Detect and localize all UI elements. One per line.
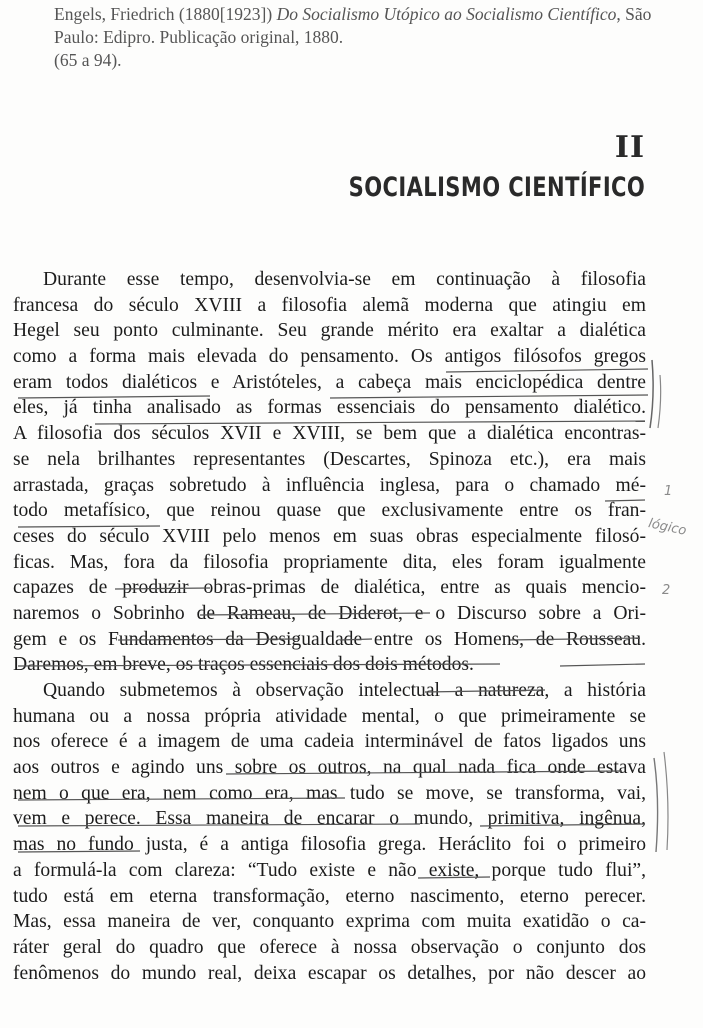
margin-bracket-mark bbox=[650, 360, 653, 428]
text-line: naremos o Sobrinho de Rameau, de Diderot, e o Discurso sobre a Ori- bbox=[13, 602, 646, 624]
text-line: nem o que era, nem como era, mas tudo se move, se transforma, vai, bbox=[13, 782, 646, 804]
text-line: ficas. Mas, fora da filosofia propriamente dita, eles foram igualmente bbox=[13, 551, 646, 573]
margin-note-2: 2 bbox=[662, 583, 671, 598]
text-line: aos outros e agindo uns sobre os outros, na qual nada fica onde estava bbox=[13, 757, 646, 779]
citation-author: Engels, Friedrich (1880[1923]) bbox=[54, 4, 273, 24]
text-line: francesa do século XVIII a filosofia alemã moderna que atingiu em bbox=[13, 294, 646, 316]
text-line: como a forma mais elevada do pensamento. Os antigos filósofos gregos bbox=[13, 346, 646, 368]
margin-bracket-mark bbox=[664, 752, 668, 850]
text-line: tudo está em eterna transformação, eterno nascimento, eterno perecer. bbox=[13, 885, 646, 907]
margin-note-logico: lógico bbox=[646, 516, 688, 539]
chapter-number: II bbox=[614, 130, 645, 165]
text-line: Mas, essa maneira de ver, conquanto exprima com muita exatidão o ca- bbox=[13, 911, 646, 933]
body-text bbox=[13, 267, 646, 986]
text-line: vem e perece. Essa maneira de encarar o mundo, primitiva, ingênua, bbox=[13, 808, 646, 830]
text-line: Hegel seu ponto culminante. Seu grande mérito era exaltar a dialética bbox=[13, 320, 646, 342]
text-line: arrastada, graças sobretudo à influência inglesa, para o chamado mé- bbox=[13, 474, 646, 496]
citation-title: Do Socialismo Utópico ao Socialismo Científico bbox=[276, 4, 617, 24]
citation-pages: (65 a 94). bbox=[54, 50, 122, 70]
text-line: Quando submetemos à observação intelectual a natureza, a história bbox=[43, 680, 646, 701]
margin-bracket-mark bbox=[654, 758, 658, 852]
text-line: capazes de produzir obras-primas de dialética, entre as quais mencio- bbox=[13, 577, 646, 599]
citation-publisher: , São Paulo: Edipro. Publicação original, 1880. bbox=[54, 4, 652, 47]
text-line: A filosofia dos séculos XVII e XVIII, se bem que a dialética encontras- bbox=[13, 423, 646, 445]
text-line: Daremos, em breve, os traços essenciais dos dois métodos. bbox=[13, 654, 474, 676]
text-line: Durante esse tempo, desenvolvia-se em continuação à filosofia bbox=[43, 269, 646, 290]
margin-note-1: 1 bbox=[664, 484, 673, 499]
text-line: humana ou a nossa própria atividade mental, o que primeiramente se bbox=[13, 705, 646, 727]
text-line: nos oferece é a imagem de uma cadeia interminável de fatos ligados uns bbox=[13, 731, 646, 753]
text-line: se nela brilhantes representantes (Descartes, Spinoza etc.), era mais bbox=[13, 448, 646, 470]
text-line: eram todos dialéticos e Aristóteles, a cabeça mais enciclopédica dentre bbox=[13, 371, 646, 393]
text-line: a formulá-la com clareza: “Tudo existe e não existe, porque tudo flui”, bbox=[13, 859, 646, 881]
text-line: todo metafísico, que reinou quase que exclusivamente entre os fran- bbox=[13, 500, 646, 522]
text-line: mas no fundo justa, é a antiga filosofia grega. Heráclito foi o primeiro bbox=[13, 834, 646, 856]
text-line: ráter geral do quadro que oferece à nossa observação o conjunto dos bbox=[13, 936, 646, 958]
chapter-title: SOCIALISMO CIENTÍFICO bbox=[348, 172, 645, 203]
citation-header bbox=[54, 3, 654, 72]
text-line: ceses do século XVIII pelo menos em suas obras especialmente filosó- bbox=[13, 525, 646, 547]
margin-bracket-mark bbox=[658, 375, 661, 428]
text-line: eles, já tinha analisado as formas essenciais do pensamento dialético. bbox=[13, 397, 646, 419]
text-line: fenômenos do mundo real, deixa escapar os detalhes, por não descer ao bbox=[13, 962, 646, 984]
text-line: gem e os Fundamentos da Desigualdade entre os Homens, de Rousseau. bbox=[13, 628, 646, 650]
